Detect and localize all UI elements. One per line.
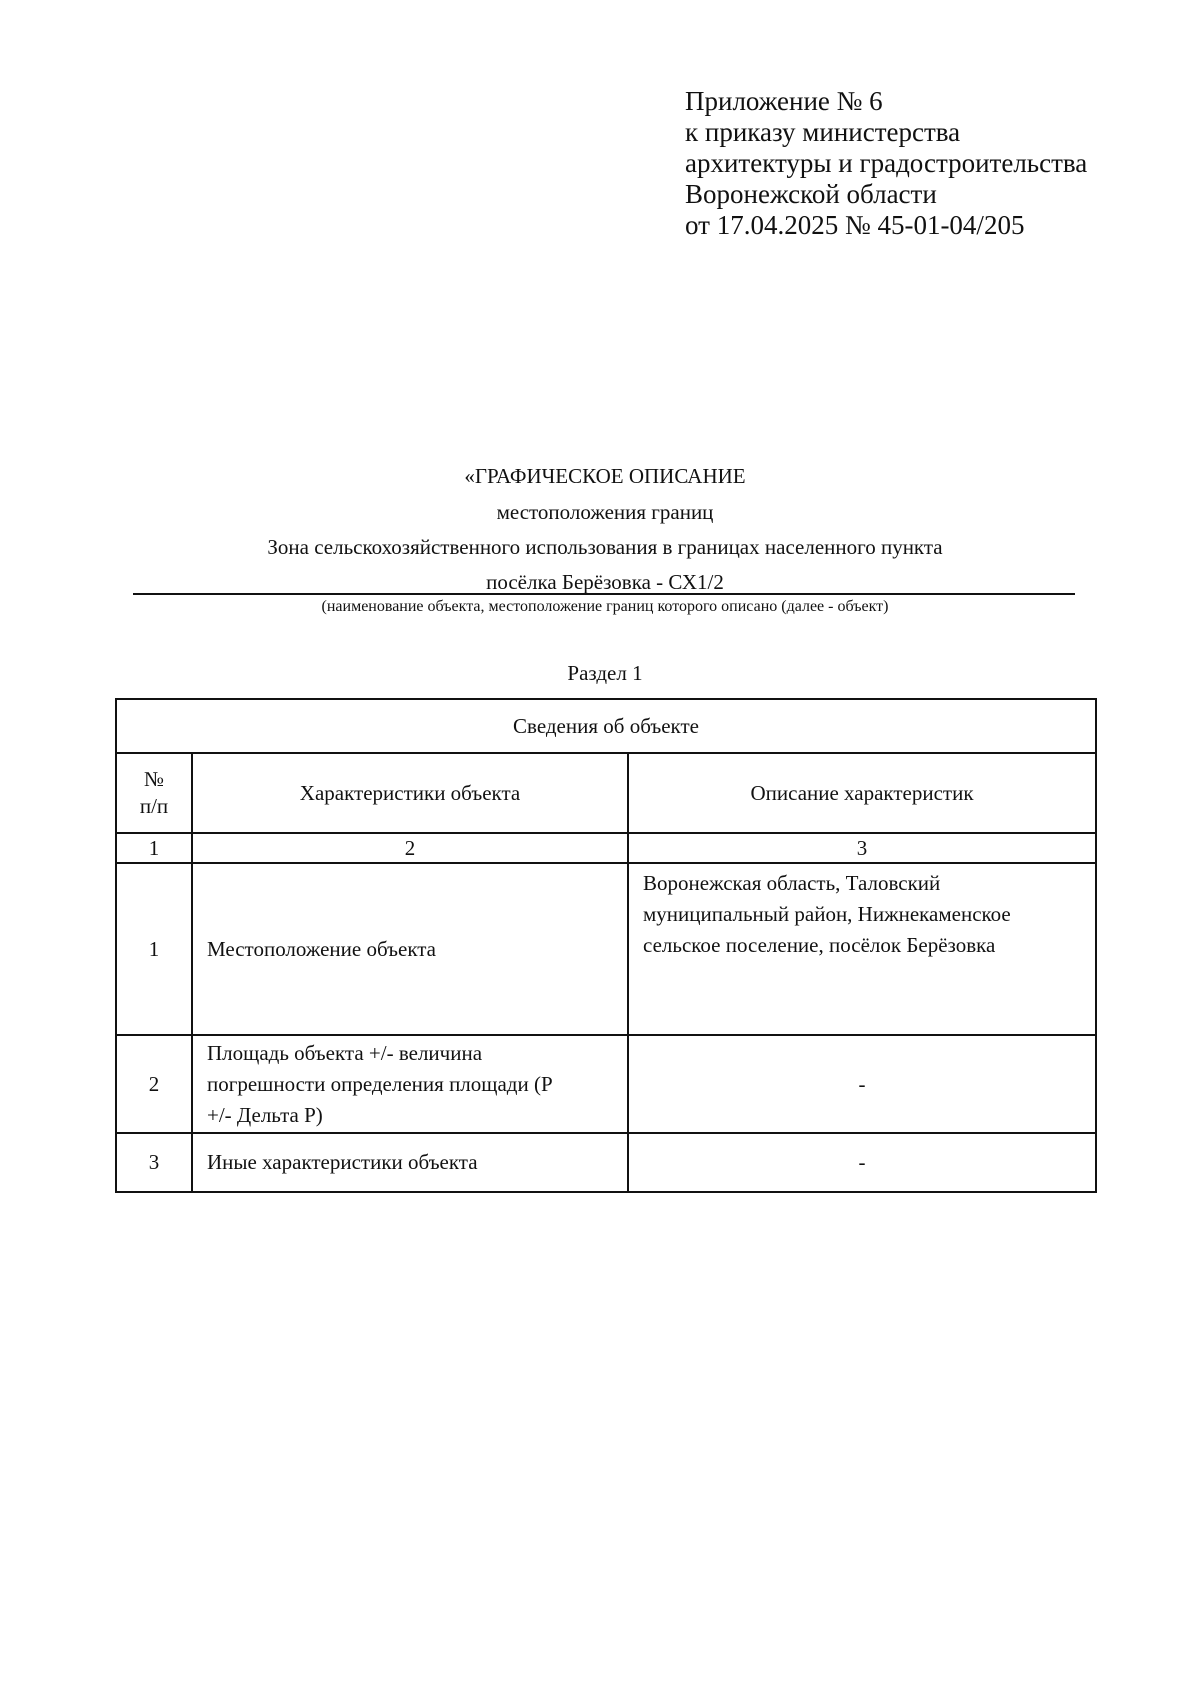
row-number: 1: [116, 863, 192, 1035]
object-name-line1: Зона сельскохозяйственного использования в границах населенного пункта: [267, 535, 943, 559]
table-caption-row: [116, 699, 1096, 753]
object-info-table: [115, 698, 1097, 1193]
table-caption: Сведения об объекте: [116, 699, 1096, 753]
document-subtitle: местоположения границ: [496, 500, 714, 524]
table-row: [116, 1035, 1096, 1133]
document-title: «ГРАФИЧЕСКОЕ ОПИСАНИЕ: [464, 464, 746, 488]
column-index-2: 2: [192, 833, 628, 863]
row-number: 3: [116, 1133, 192, 1192]
column-header-characteristics: Характеристики объекта: [192, 753, 628, 833]
column-header-number-sign: №: [143, 767, 165, 791]
appendix-region-line: Воронежской области: [685, 179, 937, 209]
row-characteristic-line: +/- Дельта P): [207, 1102, 323, 1127]
row-description: -: [628, 1035, 1096, 1133]
row-description-line: муниципальный район, Нижнекаменское: [643, 902, 1011, 926]
table-row: [116, 863, 1096, 1035]
row-description-line: сельское поселение, посёлок Берёзовка: [643, 933, 996, 957]
section-label: Раздел 1: [567, 661, 643, 685]
row-description: -: [628, 1133, 1096, 1192]
object-name-caption: (наименование объекта, местоположение границ которого описано (далее - объект): [321, 598, 889, 615]
column-index-1: 1: [116, 833, 192, 863]
title-underline: [133, 593, 1075, 595]
table-row: [116, 1133, 1096, 1192]
appendix-block: [685, 86, 1087, 241]
column-header-number-abbr: п/п: [139, 794, 169, 818]
appendix-title: Приложение № 6: [685, 86, 883, 116]
row-characteristic: [192, 1035, 628, 1133]
row-characteristic: Местоположение объекта: [192, 863, 628, 1035]
row-characteristic: Иные характеристики объекта: [192, 1133, 628, 1192]
column-header-number: [116, 753, 192, 833]
column-header-description: Описание характеристик: [628, 753, 1096, 833]
appendix-date-number: от 17.04.2025 № 45-01-04/205: [685, 210, 1025, 240]
column-index-3: 3: [628, 833, 1096, 863]
row-characteristic-line: Площадь объекта +/- величина: [207, 1040, 483, 1065]
appendix-order-line: к приказу министерства: [685, 117, 961, 147]
document-title-block: [130, 458, 1080, 599]
row-characteristic-line: погрешности определения площади (P: [207, 1071, 553, 1096]
column-header-row: [116, 753, 1096, 833]
appendix-ministry-line: архитектуры и градостроительства: [685, 148, 1088, 178]
row-description-line: Воронежская область, Таловский: [643, 871, 941, 895]
row-description: [628, 863, 1096, 1035]
object-name-line2: посёлка Берёзовка - СХ1/2: [486, 570, 724, 594]
column-index-row: [116, 833, 1096, 863]
row-number: 2: [116, 1035, 192, 1133]
